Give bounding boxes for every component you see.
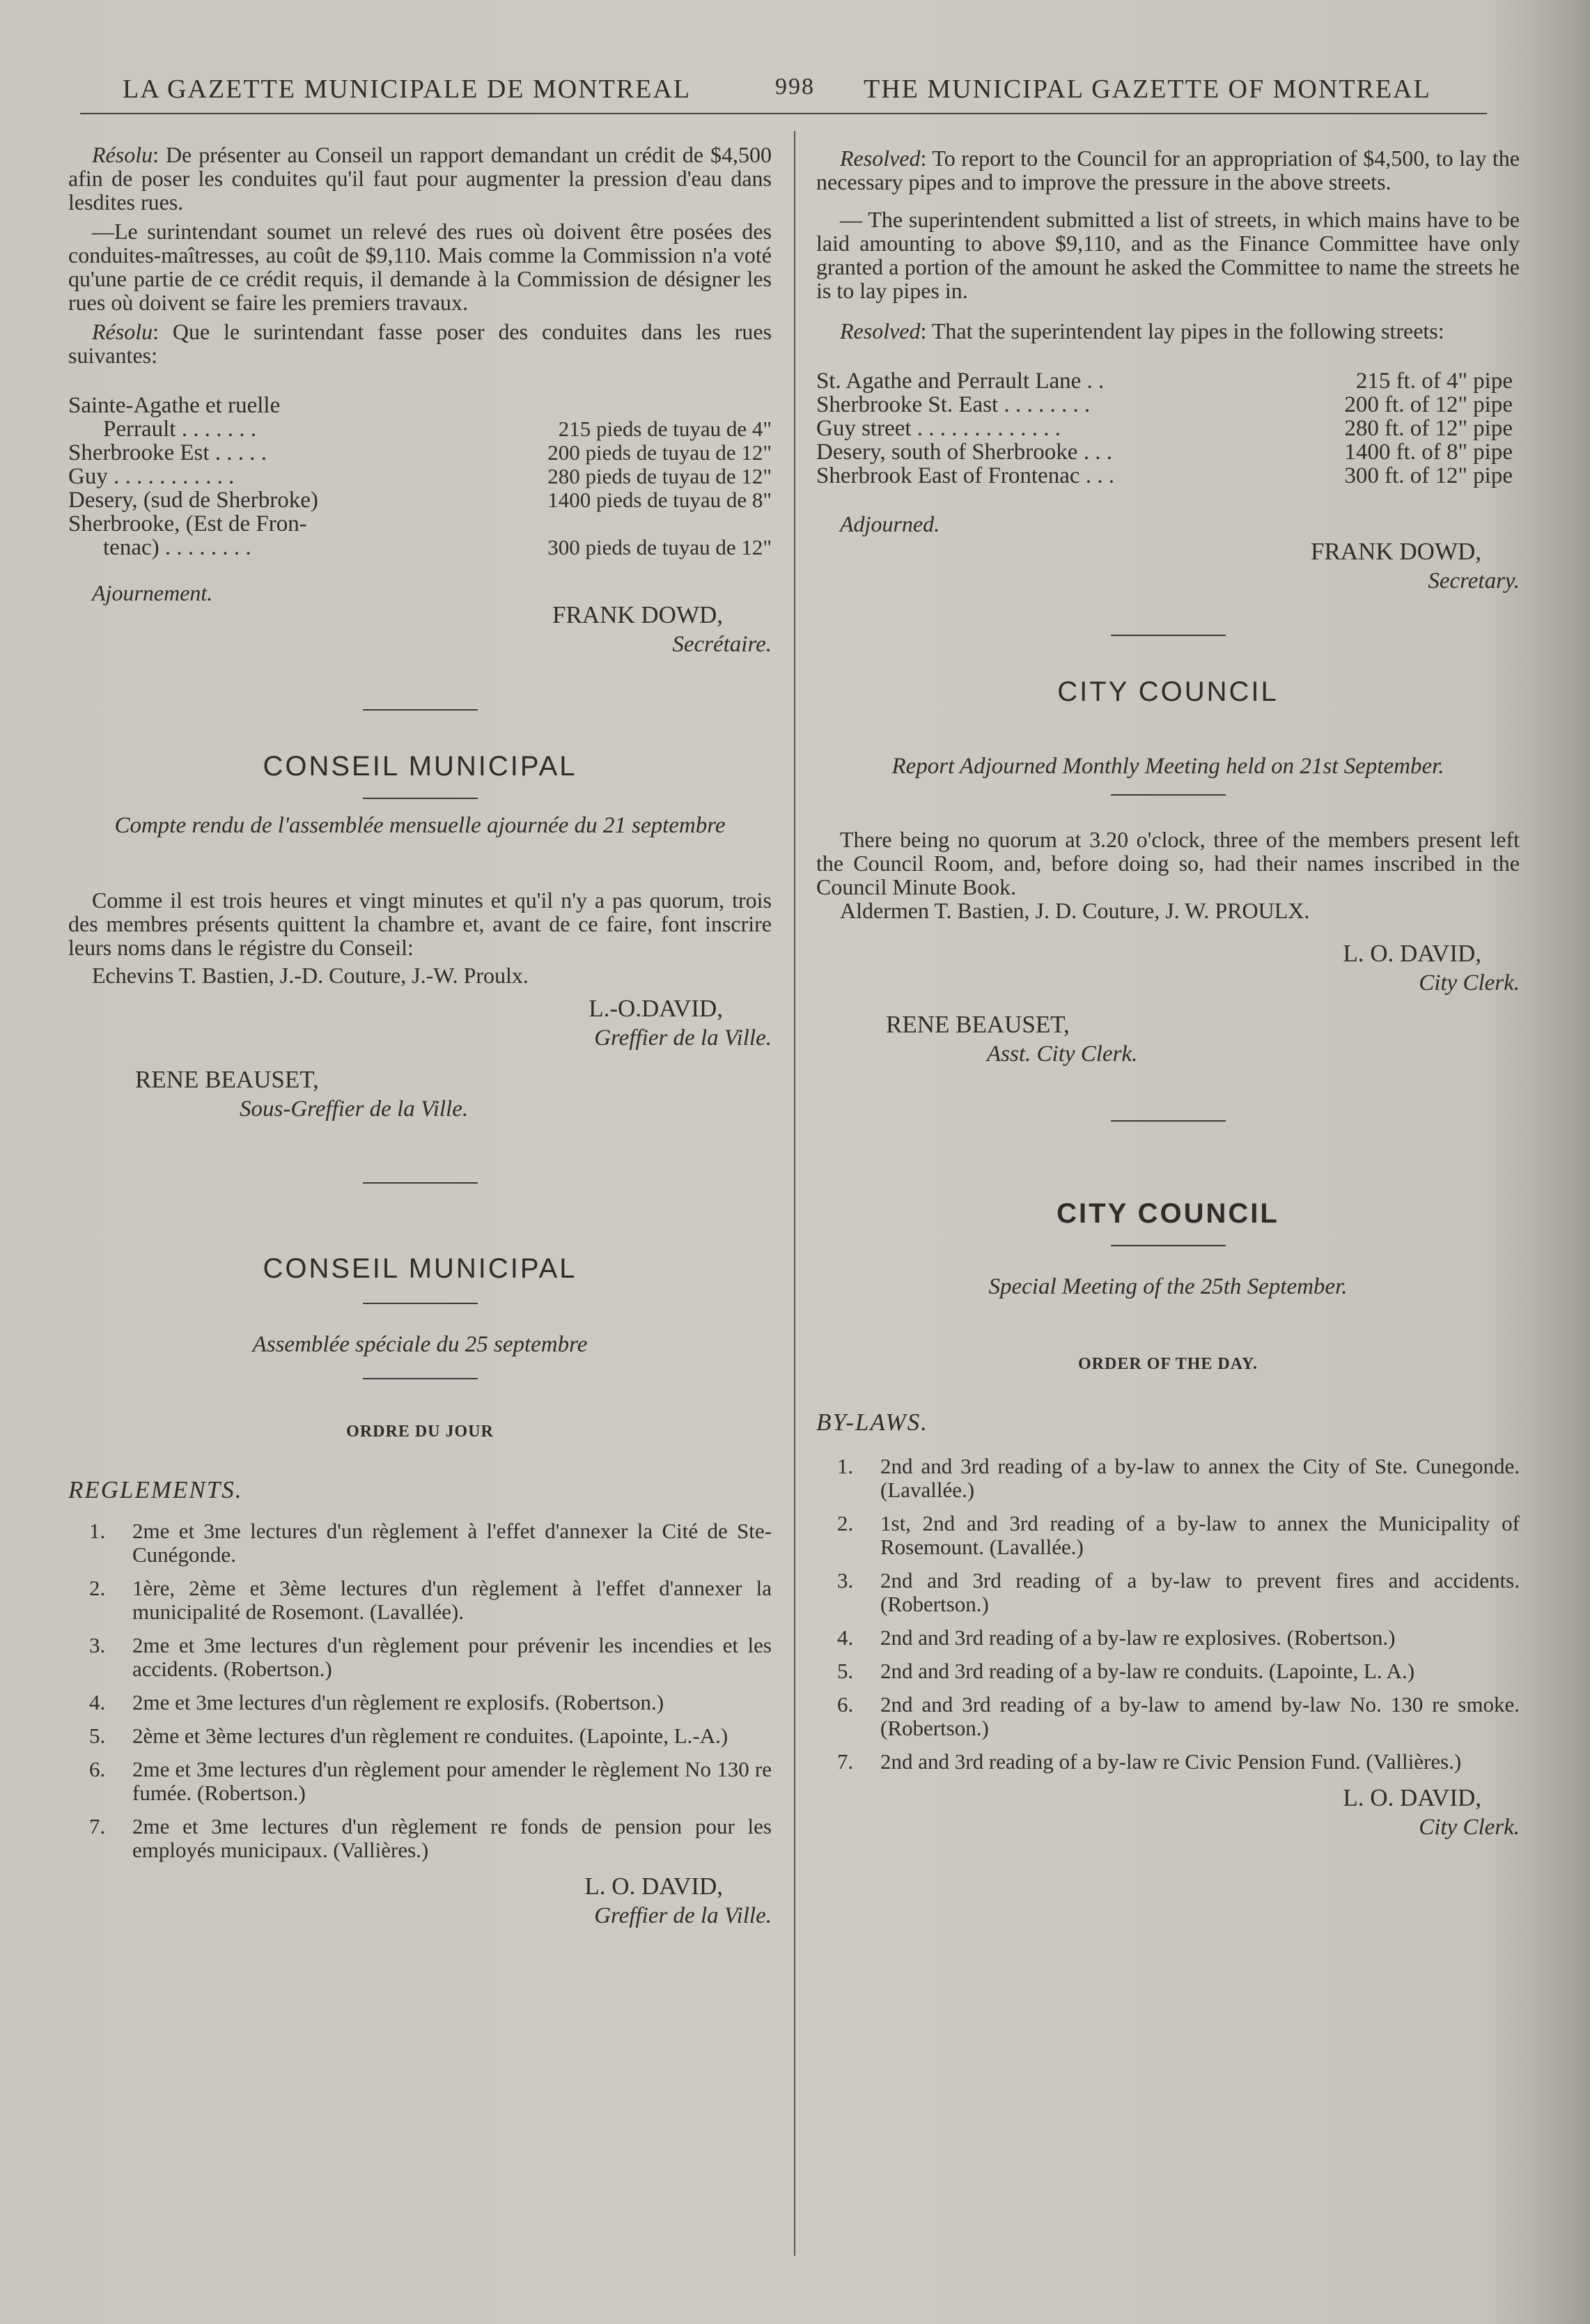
resolved-label: Resolved: [840, 318, 921, 343]
list-item: [816, 1626, 1520, 1650]
street-value: 215 ft. of 4" pipe: [1355, 369, 1513, 394]
item-text: 2nd and 3rd reading of a by-law re explosives. (Robertson.): [880, 1625, 1396, 1650]
item-number: 4.: [837, 1625, 854, 1650]
aldermen-line: Echevins T. Bastien, J.-D. Couture, J.-W. Proulx.: [92, 963, 529, 988]
list-item: [816, 1659, 1520, 1683]
item-text: 2me et 3me lectures d'un règlement à l'effet d'annexer la Cité de Ste-Cunégonde.: [132, 1519, 772, 1567]
table-row: [68, 441, 772, 465]
item-number: 1.: [89, 1519, 106, 1543]
table-row: [68, 488, 772, 512]
superintendent-paragraph: — The superintendent submitted a list of streets, in which mains have to be laid amounting to above $9,110, and as the Finance Committee have only granted a portion of the amount he asked the Committee to name the streets he is to lay pipes in.: [816, 207, 1520, 303]
bylaws-list-fr: [68, 1519, 772, 1862]
street-name-cont: tenac) . . . . . . . .: [103, 535, 251, 560]
streets-table-fr: [68, 394, 772, 559]
street-name: St. Agathe and Perrault Lane . .: [816, 369, 1105, 394]
item-number: 6.: [837, 1692, 854, 1717]
council-subtitle-2: Assemblée spéciale du 25 septembre: [252, 1332, 588, 1357]
list-item: [816, 1512, 1520, 1559]
section-separator: [1111, 635, 1226, 636]
item-number: 3.: [89, 1633, 106, 1657]
resolu-paragraph-1: [68, 143, 772, 214]
header-left-title: LA GAZETTE MUNICIPALE DE MONTREAL: [123, 75, 692, 104]
section-separator: [1111, 1245, 1226, 1246]
section-separator: [363, 798, 478, 799]
bylaws-heading: REGLEMENTS.: [68, 1476, 243, 1503]
resolved-paragraph-1: [816, 146, 1520, 194]
street-name: Guy street . . . . . . . . . . . . .: [816, 416, 1061, 441]
list-item: [816, 1750, 1520, 1774]
council-title-1: CONSEIL MUNICIPAL: [263, 751, 577, 782]
street-name-cont: Perrault . . . . . . .: [103, 417, 256, 442]
street-name: Sainte-Agathe et ruelle: [68, 393, 281, 418]
streets-table-en: [816, 369, 1513, 488]
council-title-2: CONSEIL MUNICIPAL: [263, 1253, 577, 1284]
section-separator: [363, 1378, 478, 1379]
list-item: [68, 1758, 772, 1805]
signature-title: Sous-Greffier de la Ville.: [240, 1097, 469, 1122]
item-text: 1ère, 2ème et 3ème lectures d'un règlement à l'effet d'annexer la municipalité de Rosemont. (Lavallée).: [132, 1576, 772, 1624]
signature-david: [68, 994, 772, 1053]
street-value: 1400 ft. of 8" pipe: [1344, 440, 1513, 465]
signature-david-2: [816, 1783, 1520, 1842]
table-row: [68, 465, 772, 488]
header-right-title: THE MUNICIPAL GAZETTE OF MONTREAL: [864, 75, 1431, 104]
resolu-text: : De présenter au Conseil un rapport demandant un crédit de $4,500 afin de poser les conduites qu'il faut pour augmenter la pression d'eau dans lesdites rues.: [68, 142, 772, 215]
section-separator: [363, 1303, 478, 1304]
signature-david-2: [68, 1872, 772, 1930]
adjournment-note: Adjourned.: [840, 511, 940, 536]
item-number: 7.: [837, 1749, 854, 1774]
signature-frank-dowd: [68, 601, 772, 659]
list-item: [68, 1519, 772, 1567]
item-text: 2nd and 3rd reading of a by-law re conduits. (Lapointe, L. A.): [880, 1659, 1415, 1683]
meeting-paragraph: Comme il est trois heures et vingt minutes et qu'il n'y a pas quorum, trois des membres présents quittent la chambre et, avant de ce faire, font inscrire leurs noms dans le régistre du Conseil:: [68, 888, 772, 960]
table-row: [68, 394, 772, 417]
street-value: 300 ft. of 12" pipe: [1344, 463, 1513, 488]
street-name: Desery, south of Sherbrooke . . .: [816, 440, 1112, 465]
item-number: 1.: [837, 1454, 854, 1478]
order-of-day: ORDER OF THE DAY.: [1078, 1355, 1258, 1373]
item-number: 3.: [837, 1568, 854, 1593]
signature-beauset: [68, 1065, 772, 1124]
item-text: 2ème et 3ème lectures d'un règlement re conduites. (Lapointe, L.-A.): [132, 1723, 728, 1748]
french-column: [68, 143, 772, 1930]
item-number: 2.: [89, 1576, 106, 1600]
table-row: [816, 369, 1513, 393]
signature-frank-dowd: [816, 537, 1520, 596]
page-header: [70, 68, 1483, 110]
resolved-text: : That the superintendent lay pipes in the following streets:: [920, 318, 1444, 343]
signature-name: L.-O.DAVID,: [589, 995, 723, 1022]
signature-title: Asst. City Clerk.: [987, 1041, 1138, 1067]
item-text: 2nd and 3rd reading of a by-law re Civic Pension Fund. (Vallières.): [880, 1749, 1462, 1774]
bylaws-heading: BY-LAWS.: [816, 1409, 928, 1436]
item-number: 7.: [89, 1814, 106, 1838]
street-name: Sherbrooke Est . . . . .: [68, 440, 267, 465]
resolved-label: Resolved: [840, 146, 921, 171]
council-subtitle-1: Report Adjourned Monthly Meeting held on 21st September.: [891, 754, 1444, 779]
signature-david: [816, 939, 1520, 998]
street-value: 200 pieds de tuyau de 12": [547, 440, 772, 465]
meeting-paragraph: There being no quorum at 3.20 o'clock, three of the members present left the Council Room, and, before doing so, had their names inscribed in the Council Minute Book.: [816, 827, 1520, 899]
header-rule: [80, 113, 1487, 114]
english-column: [816, 146, 1520, 1842]
list-item: [68, 1724, 772, 1748]
signature-name: L. O. DAVID,: [1343, 940, 1481, 967]
street-name: Sherbrooke, (Est de Fron-: [68, 511, 307, 536]
table-row: [816, 440, 1513, 464]
street-name: Sherbrooke St. East . . . . . . . .: [816, 392, 1091, 417]
table-row: [68, 512, 772, 536]
list-item: [68, 1634, 772, 1681]
signature-title: City Clerk.: [1419, 970, 1520, 996]
item-text: 2me et 3me lectures d'un règlement re fonds de pension pour les employés municipaux. (Vallières.): [132, 1814, 772, 1862]
list-item: [68, 1691, 772, 1714]
list-item: [816, 1693, 1520, 1740]
page-number: 998: [775, 74, 815, 100]
bylaws-list-en: [816, 1455, 1520, 1774]
signature-name: FRANK DOWD,: [552, 601, 723, 628]
signature-name: RENE BEAUSET,: [886, 1011, 1070, 1038]
item-number: 4.: [89, 1690, 106, 1714]
signature-name: L. O. DAVID,: [584, 1873, 723, 1900]
resolu-label: Résolu: [92, 142, 153, 167]
council-title-2: CITY COUNCIL: [1057, 1198, 1279, 1229]
item-text: 2nd and 3rd reading of a by-law to prevent fires and accidents. (Robertson.): [880, 1568, 1520, 1616]
council-text-1: [816, 828, 1520, 922]
item-text: 2me et 3me lectures d'un règlement pour amender le règlement No 130 re fumée. (Robertson.): [132, 1757, 772, 1805]
surintendant-paragraph: —Le surintendant soumet un relevé des rues où doivent être posées des conduites-maîtresses, au coût de $9,110. Mais comme la Commission n'a voté qu'une partie de ce crédit requis, il demande à la Commission de désigner les rues où doivent se faire les premiers travaux.: [68, 219, 772, 315]
item-text: 1st, 2nd and 3rd reading of a by-law to annex the Municipality of Rosemount. (Lavallée.): [880, 1511, 1520, 1559]
table-row: [816, 464, 1513, 488]
item-number: 5.: [837, 1659, 854, 1683]
item-text: 2me et 3me lectures d'un règlement re explosifs. (Robertson.): [132, 1690, 664, 1714]
table-row: [68, 536, 772, 559]
street-value: 280 ft. of 12" pipe: [1344, 416, 1513, 441]
signature-name: FRANK DOWD,: [1311, 538, 1481, 565]
table-row: [816, 393, 1513, 417]
item-text: 2nd and 3rd reading of a by-law to annex the City of Ste. Cunegonde. (Lavallée.): [880, 1454, 1520, 1502]
signature-title: Secrétaire.: [672, 632, 772, 657]
council-subtitle-1: Compte rendu de l'assemblée mensuelle ajournée du 21 septembre: [114, 813, 726, 838]
council-title-1: CITY COUNCIL: [1057, 676, 1279, 707]
adjournment-note: Ajournement.: [92, 580, 213, 605]
signature-title: City Clerk.: [1419, 1815, 1520, 1840]
signature-beauset: [816, 1010, 1520, 1069]
signature-name: RENE BEAUSET,: [135, 1066, 319, 1093]
street-value: 300 pieds de tuyau de 12": [547, 535, 772, 559]
list-item: [68, 1577, 772, 1624]
section-separator: [363, 709, 478, 711]
street-value: 1400 pieds de tuyau de 8": [547, 488, 772, 512]
aldermen-line: Aldermen T. Bastien, J. D. Couture, J. W. PROULX.: [840, 898, 1310, 923]
resolu-paragraph-2: [68, 320, 772, 367]
section-separator: [363, 1182, 478, 1184]
item-text: 2nd and 3rd reading of a by-law to amend by-law No. 130 re smoke. (Robertson.): [880, 1692, 1520, 1740]
resolu-label: Résolu: [92, 319, 153, 344]
signature-title: Secretary.: [1428, 568, 1520, 594]
street-value: 200 ft. of 12" pipe: [1344, 392, 1513, 417]
street-name: Desery, (sud de Sherbroke): [68, 488, 318, 513]
signature-title: Greffier de la Ville.: [594, 1903, 772, 1928]
list-item: [816, 1455, 1520, 1502]
order-of-day: ORDRE DU JOUR: [346, 1423, 494, 1441]
council-text-1: [68, 888, 772, 987]
item-number: 2.: [837, 1511, 854, 1535]
section-separator: [1111, 794, 1226, 796]
table-row: [816, 417, 1513, 440]
street-name: Sherbrook East of Frontenac . . .: [816, 463, 1114, 488]
section-separator: [1111, 1120, 1226, 1122]
resolved-paragraph-2: [816, 319, 1520, 343]
street-name: Guy . . . . . . . . . . .: [68, 464, 235, 489]
item-text: 2me et 3me lectures d'un règlement pour prévenir les incendies et les accidents. (Robertson.): [132, 1633, 772, 1681]
item-number: 6.: [89, 1757, 106, 1781]
street-value: 215 pieds de tuyau de 4": [558, 417, 772, 441]
item-number: 5.: [89, 1723, 106, 1748]
list-item: [816, 1569, 1520, 1616]
column-divider: [794, 131, 795, 2256]
council-subtitle-2: Special Meeting of the 25th September.: [988, 1274, 1348, 1299]
street-value: 280 pieds de tuyau de 12": [547, 464, 772, 488]
signature-name: L. O. DAVID,: [1343, 1784, 1481, 1811]
resolved-text: : To report to the Council for an appropriation of $4,500, to lay the necessary pipes and to improve the pressure in the above streets.: [816, 146, 1520, 194]
resolu-text: : Que le surintendant fasse poser des conduites dans les rues suivantes:: [68, 319, 772, 368]
list-item: [68, 1815, 772, 1862]
signature-title: Greffier de la Ville.: [594, 1025, 772, 1051]
table-row: [68, 417, 772, 441]
